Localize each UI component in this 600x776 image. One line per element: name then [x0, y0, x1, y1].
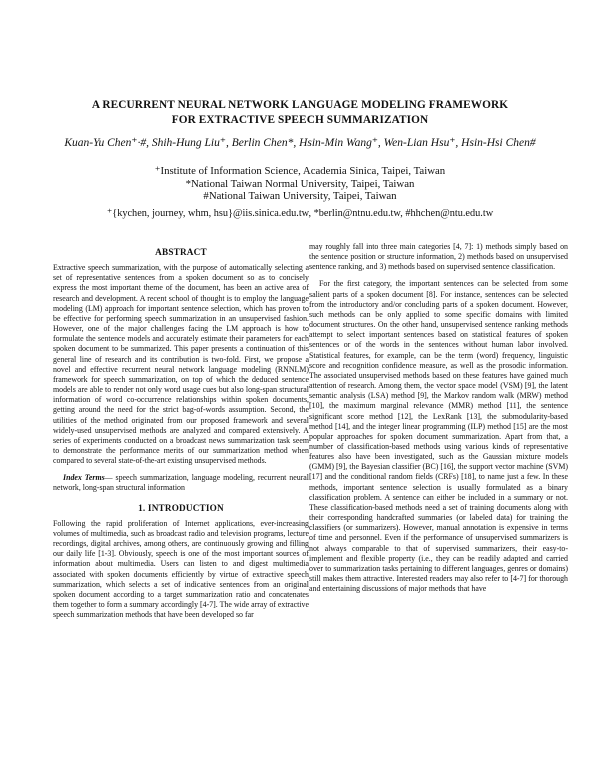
paper-title — [60, 98, 540, 128]
intro-paragraph-1: Following the rapid proliferation of Internet applications, ever-increasing volumes of multimedia, such as broadcast radio and television programs, lecture recordings, digital archives, among others, are continuously growing and filling our daily life [1-3]. Obviously, speech is one of the most important sources of information about multimedia. Users can listen to and digest multimedia associated with spoken documents efficiently by virtue of extractive speech summarization, which selects a set of indicative sentences from an original spoken document according to a target summarization ratio and concatenates them together to form a summary accordingly [4-7]. The wide array of extractive speech summarization methods that have been developed so far — [53, 518, 309, 620]
affiliation-2: *National Taiwan Normal University, Taipei, Taiwan — [185, 177, 415, 190]
index-terms — [53, 473, 309, 493]
affiliation-1: ⁺Institute of Information Science, Academia Sinica, Taipei, Taiwan — [154, 165, 446, 177]
abstract-text: Extractive speech summarization, with the purpose of automatically selecting a set of representative sentences from a spoken document so as to concisely express the most important theme of the document, has been an active area of research and development. A recent school of thought is to employ the language modeling (LM) approach for important sentence selection, which has proven to be effective for performing speech summarization in an unsupervised fashion. However, one of the major challenges facing the LM approach is how to formulate the sentence models and accurately estimate their parameters for each spoken document to be summarized. This paper presents a continuation of this general line of research and its contribution is two-fold. First, we propose a novel and effective recurrent neural network language modeling (RNNLM) framework for speech summarization, on top of which the deduced sentence models are able to render not only word usage cues but also long-span structural information of word co-occurrence relationships within spoken documents, getting around the need for the strict bag-of-words assumption. Second, the utilities of the method originated from our proposed framework and several widely-used unsupervised methods are analyzed and compared extensively. A series of experiments conducted on a broadcast news summarization task seem to demonstrate the performance merits of our summarization method when compared to several state-of-the-art existing unsupervised methods. — [53, 263, 309, 466]
author-emails: ⁺{kychen, journey, whm, hsu}@iis.sinica.edu.tw, *berlin@ntnu.edu.tw, #hhchen@ntu.edu.tw — [106, 208, 494, 219]
right-paragraph-1: may roughly fall into three main categories [4, 7]: 1) methods simply based on the sentence position or structure information, 2) methods based on unsupervised sentence ranking, and 3) methods based on supervised sentence classification. — [309, 242, 568, 272]
title-line-2: FOR EXTRACTIVE SPEECH SUMMARIZATION — [171, 114, 429, 126]
abstract-heading: ABSTRACT — [155, 247, 207, 257]
left-column — [53, 247, 309, 620]
index-terms-label: Index Terms — [63, 473, 105, 483]
right-paragraph-2: For the first category, the important sentences can be selected from some salient parts of a spoken document [8]. For instance, sentences can be selected from the introductory and/or concluding parts of a spoken document. However, such methods can be only applied to some specific domains with limited document structures. On the other hand, unsupervised sentence ranking methods attempt to select important sentences based on statistical features of spoken sentences or of the words in the sentences without human labor involved. Statistical features, for example, can be the term (word) frequency, linguistic score and recognition confidence measure, as well as the prosodic information. The associated unsupervised methods based on these features have gained much attention of research. Among them, the vector space model (VSM) [9], the latent semantic analysis (LSA) method [9], the Markov random walk (MRW) method [10], the maximum marginal relevance (MMR) method [11], the sentence significant score method [12], the LexRank [13], the submodularity-based method [14], and the integer linear programming (ILP) method [15] are the most popular approaches for spoken document summarization. Apart from that, a number of classification-based methods using various kinds of representative features also have been investigated, such as the Gaussian mixture models (GMM) [9], the Bayesian classifier (BC) [16], the support vector machine (SVM) [17] and the conditional random fields (CRFs) [18], to name just a few. In these methods, important sentence selection is usually formulated as a binary classification problem. A sentence can either be included in a summary or not. These classification-based methods need a set of training documents along with their corresponding handcrafted summaries (or labeled data) for training the classifiers (or summarizers). However, manual annotation is expensive in terms of time and personnel. Even if the performance of unsupervised summarizers is not always comparable to that of supervised summarizers, their easy-to-implement and flexible property (i.e., they can be readily adapted and carried over to summarization tasks pertaining to different languages, genres or domains) still makes them attractive. Interested readers may also refer to [4-7] for thorough and entertaining discussions of major methods that have — [309, 279, 568, 594]
intro-heading: 1. INTRODUCTION — [138, 502, 224, 513]
right-column — [309, 242, 568, 594]
author-list: Kuan-Yu Chen⁺·#, Shih-Hung Liu⁺, Berlin Chen*, Hsin-Min Wang⁺, Wen-Lian Hsu⁺, Hsin-Hsi Chen# — [64, 137, 536, 149]
affiliation-3: #National Taiwan University, Taipei, Taiwan — [203, 190, 397, 202]
index-terms-text: — speech summarization, language modeling, recurrent neural network, long-span structural information — [53, 473, 309, 493]
affiliations — [40, 165, 560, 203]
title-line-1: A RECURRENT NEURAL NETWORK LANGUAGE MODELING FRAMEWORK — [91, 99, 509, 111]
